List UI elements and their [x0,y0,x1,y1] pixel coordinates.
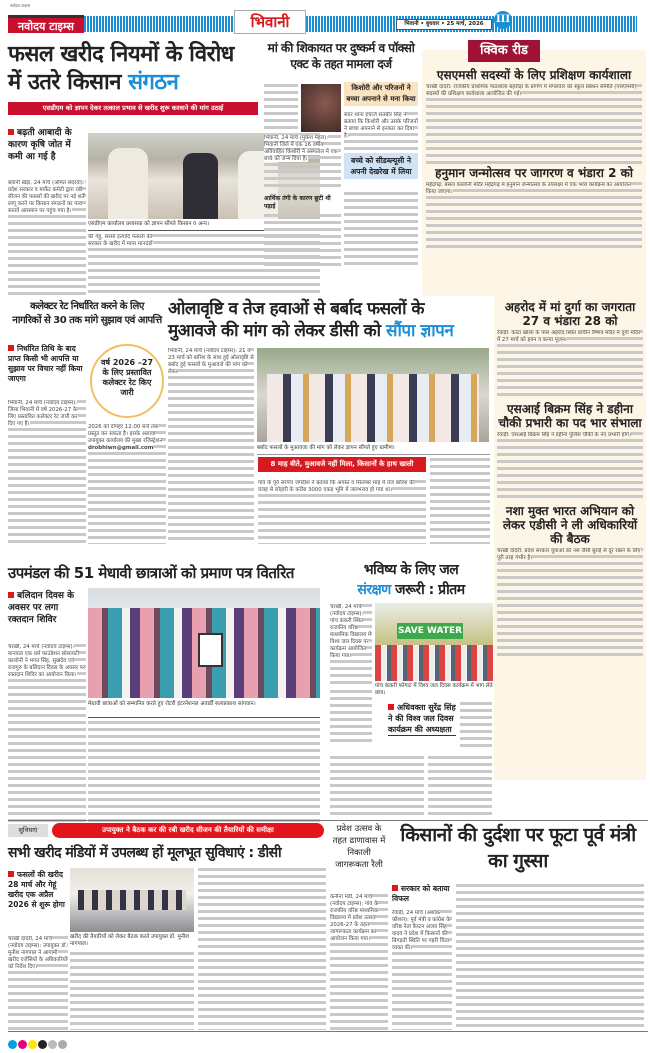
quick-read-body [497,548,643,658]
lead-headline [8,41,260,97]
pocso-body-2-text: सदर थाना इंचार्ज सतबीर सिंह ने बताया कि किशोरी और उसके परिजनों ने बच्चा अपनाने से इनकार कर दिया है। [344,112,418,139]
mandi-body-3 [198,868,326,1030]
pocso-body-2 [344,112,418,150]
water-body-3 [460,702,492,747]
pocso-body [264,84,298,130]
mandi-body-text: चरखी दादरी, 24 मार्च (नवोदय टाइम्स): उपायुक्त डॉ. मुनीश नागपाल ने आगामी खरीद एजेंसियों के अधिकारियों को निर्देश दिए। [8,936,68,970]
minister-body [392,910,452,1030]
hail-body-text: भिवानी, 24 मार्च (नवोदय टाइम्स): 21 व 23 मार्च को बारिश के साथ हुई ओलावृष्टि से बर्बाद हुई फसलों के मुआवजे की मांग को लेकर [168,348,254,375]
masthead-tagline: नवोदय टाइम्स [10,3,31,8]
pocso-headline: मां की शिकायत पर दुष्कर्म व पॉक्सो एक्ट के तहत मामला दर्ज [267,41,415,71]
mandi-caption: खरीद की तैयारियों को लेकर बैठक करते उपायुक्त डॉ. मुनीश नागपाल। [70,934,189,947]
lead-caption: एसडीएम कार्यालय प्रशासक को ज्ञापन सौंपते किसान व अन्य। [88,221,210,227]
minister-body-text: रेवाड़ी, 24 मार्च (अशोक कौशल): पूर्व मंत्री व कांग्रेस के वरिष्ठ नेता कैप्टन अजय सिंह यादव ने प्रदेश में किसानों की बिगड़ती स्थिति पर गहरी चिंता व्यक्त की। [392,910,451,951]
page-number: III [494,11,512,29]
quick-read-body-text: चरखी दादरी: राजकीय प्राथमिक पाठशाला बहरोड़ा के प्रांगण में मंगलवार को स्कूल प्रबंधन समिति (एसएमसी) सदस्यों की प्रशिक्षण कार्यशाला आयोजित की गई। [426,84,637,97]
hail-headline-accent: सौंपा ज्ञापन [385,321,454,341]
hail-headline-line2: मुआवजे की मांग को लेकर डीसी को [168,321,386,341]
water-body-2 [330,690,372,742]
lead-body-text: बवानी खेड़ा, 24 मार्च (अमित संदरवा): प्रदेश सरकार व मार्केट कमेटी द्वारा रबी सीजन की फसलों की खरीद पर नई शर्तें लागू करने पर किसान संगठनों का पारा सातवें आसमान पर पहुंच गया है। [8,180,85,214]
pocso-body-4 [264,214,341,266]
water-body [330,604,372,686]
water-photo [375,603,493,681]
quick-read-body [426,182,642,248]
hail-body-2-text: गांव के पूर्व सरपंच जगदीश ने बताया कि अगस्त व सितम्बर माह में तेज बारिश की वजह से लोहारी के करीब 3000 एकड़ भूमि में जलभराव हो गया था। [258,480,415,493]
water-body-5 [428,756,492,816]
minister-headline: किसानों की दुर्दशा पर फूटा पूर्व मंत्री का गुस्सा [400,824,636,872]
quick-read-body [497,330,643,400]
water-body-4 [330,756,424,816]
water-body-text: चरखी, 24 मार्च (नवोदय टाइम्स): पांच कंकरी स्थित राजकीय वरिष्ठ माध्यमिक विद्यालय में विश्व जल दिवस पर कार्यक्रम आयोजित किया गया। [330,604,372,659]
mandi-headline: सभी खरीद मंडियों में उपलब्ध हों मूलभूत सुविधाएं : डीसी [8,845,282,861]
collector-body [8,400,86,544]
lead-headline-line2: में उतरे किसान [8,70,129,95]
quick-read-continued [494,296,646,780]
students-photo [88,588,320,698]
collector-callout: वर्ष 2026 –27 के लिए प्रस्तावित कलेक्टर रेट किए जारी [90,344,164,418]
quick-read-body-text: रेवाड़ी: एसआई बिक्रम सिंह ने डहीना पुलिस चौकी के नए प्रभारी होंगे। [497,432,632,438]
quick-read-title: क्विक रीड [468,40,540,62]
quick-read-body-text: रेवाड़ी: कांटा खोला के पास अहरोद स्थित प्राचीन वैष्णव मंदिर में दुर्गा मंदिर में 27 मार्च को हवन व कन्या पूजन। [497,330,641,343]
lead-body-cont-text: की गेहूं, सरसों इत्यादि फसलों की सरकार के खरीद में माप्य मानदंडों [88,234,153,247]
edition-label: भिवानी [234,10,306,34]
hail-headline [168,298,490,342]
collector-email: drobhiwn@gmail.com [88,445,154,451]
minister-body-2 [456,884,644,1030]
hail-body-2 [258,480,426,544]
pocso-body-text: भिवानी, 24 मार्च (मुकेश मेहरा): भिवानी जिले में एक 16 वर्षीय अविवाहित किशोरी ने अस्पताल में एक बच्चे को जन्म दिया है। [264,135,338,162]
students-body-cont [88,721,320,822]
rally-headline: प्रवेश उत्सव के तहत ढाणावास में निकाली जागरूकता रैली [332,824,386,870]
students-headline: उपमंडल की 51 मेधावी छात्राओं को प्रमाण पत्र वितरित [8,564,294,582]
hail-body-3 [430,458,490,544]
collector-headline-line1: कलेक्टर रेट निर्धारित करने के लिए [30,301,144,312]
collector-headline [8,300,166,328]
students-caption: मेधावी छात्राओं को सम्मानित करते हुए रोटरी इंटरनेशनल अवार्डी सत्यप्रकाश सांगवान। [88,701,256,707]
lead-headline-line1: फसल खरीद नियमों के विरोध [8,42,234,67]
quick-read-headline: एसएमसी सदस्यों के लिए प्रशिक्षण कार्यशाला [436,68,632,82]
water-subhead: अधिवक्ता सुरेंद्र सिंह ने की विश्व जल दिवस कार्यक्रम की अध्यक्षता [388,703,456,734]
minister-subhead: सरकार को बताया विफल [392,884,452,904]
pocso-box-1: किशोरी और परिजनों ने बच्चा अपनाने से मना किया [344,82,418,106]
quick-read-headline: नशा मुक्त भारत अभियान को लेकर एडीसी ने ली अधिकारियों की बैठक [502,504,638,546]
water-headline-accent: संरक्षण [357,582,391,598]
hail-red-banner: 8 माह बीते, मुआवजे नहीं मिला, किसानों के हाथ खाली [258,457,426,472]
masthead-stripe [84,16,637,32]
quick-read-headline: अहरोद में मां दुर्गा का जगराता 27 व भंडारा 28 को [504,300,636,328]
lead-body [8,180,86,295]
masthead [0,0,650,38]
pocso-body-3 [264,135,341,191]
collector-body-cont-text: 2026 को दोपहर 12:00 बजे तक प्रस्तुत कर सकता है। इसके अलावा उपायुक्त कार्यालय की मुख्य रजिस्ट्रेशन [88,424,163,444]
quick-read-headline: एसआई बिक्रम सिंह ने डहीना चौकी प्रभारी का पद भार संभाला [498,402,642,430]
hail-headline-line1: ओलावृष्टि व तेज हवाओं से बर्बाद फसलों के [168,299,424,319]
logo: नवोदय टाइम्स [8,15,84,33]
quick-read-headline: हनुमान जन्मोत्सव पर जागरण व भंडारा 2 को [435,166,633,180]
hail-photo [257,348,489,442]
hail-caption: बर्बाद फसलों के मुआवजा की मांग को लेकर ज्ञापन सौंपते हुए ग्रामीण। [257,445,395,451]
students-subhead: बलिदान दिवस के अवसर पर लगा रक्तदान शिविर [8,590,86,626]
water-caption: पांच कंकरी फोगाट में विश्व जल दिवस कार्यक्रम में भाग लेते छात्र। [375,683,493,696]
pocso-box-2: बच्चे को सीडब्ल्यूसी ने अपनी देखरेख में लिया [344,153,418,179]
water-headline [330,560,492,600]
mandi-body-2 [70,952,194,1030]
quick-read-body-text: चरखी दादरी: प्रदेश सरकार युवाओं को नशे जैसी बुराई से दूर रखने के लिए पूरी तरह गंभीर है। [497,548,641,561]
quick-read-body [426,84,642,164]
mandi-body [8,936,68,1030]
lead-subhead: बढ़ती आबादी के कारण कृषि जोत में कमी आ गई है [8,127,86,163]
pocso-photo [301,84,341,132]
pocso-body-5 [344,192,418,266]
collector-headline-line2: नागरिकों से 30 तक मांगे सुझाव एवं आपत्ति [12,315,162,326]
lead-banner: एसडीएम को ज्ञापन देकर तत्काल प्रभाव से खरीद शुरू करवाने की मांग उठाई [8,102,258,115]
collector-body-cont [88,424,166,544]
mandi-subhead: फसलों की खरीद 28 मार्च और गेहूं खरीद एक अप्रैल 2026 से शुरू होगा [8,870,68,910]
pocso-subhead: आर्थिक तंगी के कारण छूटी थी पढ़ाई [264,195,331,210]
water-headline-line2: जरूरी : प्रीतम [390,582,465,598]
quick-read-body [497,432,643,502]
quick-read [422,43,646,296]
rally-body-text: कनीना मंडी, 24 मार्च (नवोदय टाइम्स): गांव के राजकीय वरिष्ठ माध्यमिक विद्यालय में प्रवेश उत्सव 2026-27 के तहत जागरूकता कार्यक्रम का आयोजन किया गया। [330,894,379,942]
mandi-kicker: सुविधाएं [8,824,48,837]
registration-marks [8,1031,648,1043]
dateline: भिवानी • बुधवार • 25 मार्च, 2026 [396,19,492,30]
mandi-banner: उपायुक्त ने बैठक कर की रबी खरीद सीजन की तैयारियों की समीक्षा [52,823,324,838]
collector-subhead: निर्धारित तिथि के बाद प्राप्त किसी भी आपत्ति या सुझाव पर विचार नहीं किया जाएगा [8,344,86,384]
students-body [8,644,86,822]
quick-read-body-text: महेंद्रगढ़: बंसल कालोनी मंदिर महेंद्रगढ़ में हनुमान जन्मोत्सव के उपलक्ष्य में एक भव्य कार्यक्रम का आयोजन किया जाएगा। [426,182,631,195]
water-headline-line1: भविष्य के लिए जल [363,562,459,578]
mandi-photo [70,868,194,932]
lead-headline-accent: संगठन [128,70,179,95]
rally-body [330,894,388,1030]
hail-body [168,348,254,544]
save-water-banner: SAVE WATER [397,623,463,639]
collector-body-text: भिवानी, 24 मार्च (नवोदय टाइम्स): जिला भिवानी में वर्ष 2026-27 के लिए प्रस्तावित कलेक्टर रेट जारी कर दिए गए हैं। [8,400,78,427]
students-body-text: चरखी, 24 मार्च (नवोदय टाइम्स): मानवता एक धर्म फाउंडेशन सोसायटी कालोनी ने भगत सिंह, सुखदेव एवं राजगुरु के बलिदान दिवस के अवसर पर रक्तदान शिविर का आयोजन किया। [8,644,85,678]
